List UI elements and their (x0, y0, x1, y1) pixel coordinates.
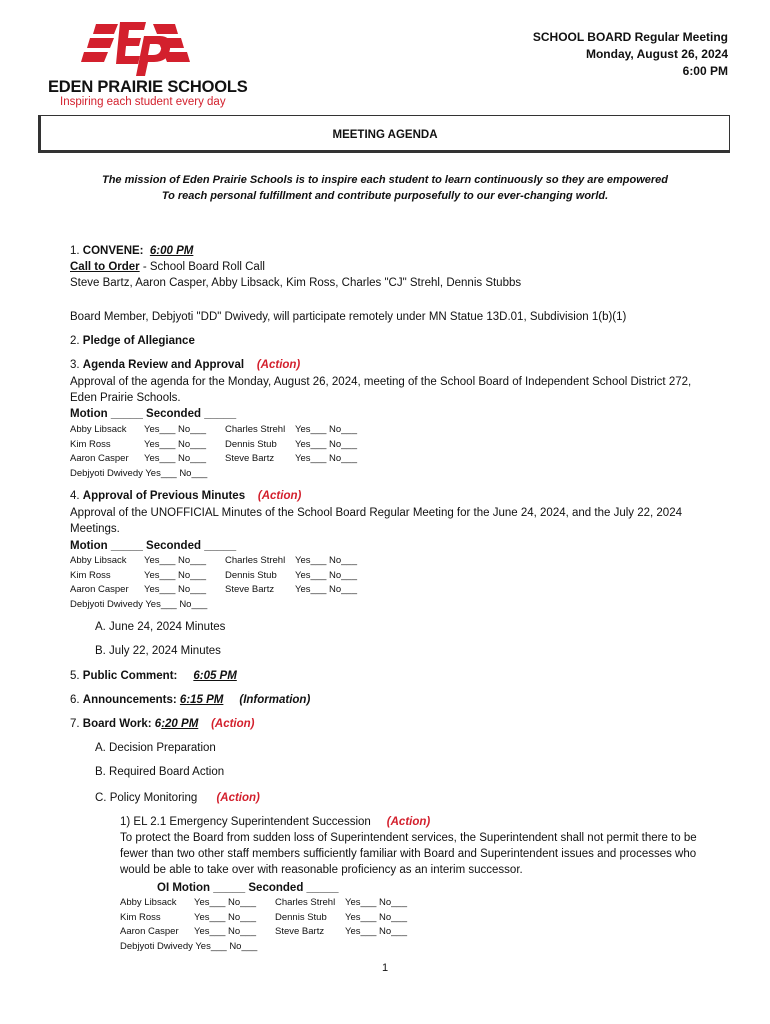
item-3-vote-table (70, 423, 357, 481)
item-6-label: Announcements: (82, 694, 177, 706)
school-name: EDEN PRAIRIE SCHOOLS (48, 78, 248, 96)
vote-row: Kim Ross Yes___ No___ Dennis Stub Yes___ No___ (120, 911, 407, 923)
item-6-number: 6. (70, 694, 83, 706)
vote-row: Abby Libsack Yes___ No___ Charles Strehl Yes___ No___ (70, 424, 357, 435)
meeting-title: SCHOOL BOARD Regular Meeting (532, 30, 728, 44)
school-tagline: Inspiring each student every day (60, 96, 226, 108)
item-3-number: 3. (70, 359, 83, 371)
item-1-number: 1. (70, 245, 83, 257)
vote-row: Aaron Casper Yes___ No___ Steve Bartz Yes___ No___ (70, 584, 357, 595)
item-6-heading (70, 692, 310, 708)
item-2-heading (70, 333, 195, 349)
call-to-order-label: Call to Order (70, 261, 140, 273)
item-7-sub-a: A. Decision Preparation (95, 742, 216, 754)
vote-row: Abby Libsack Yes___ No___ Charles Strehl Yes___ No___ (120, 897, 407, 908)
vote-row: Debjyoti Dwivedy Yes___ No___ (70, 467, 208, 479)
item-7-label: Board Work: (82, 718, 152, 730)
item-1-time: 6:00 PM (149, 245, 194, 257)
item-6-time: 6:15 PM (179, 694, 224, 706)
vote-row: Debjyoti Dwivedy Yes___ No___ (70, 598, 208, 610)
item-2-label: Pledge of Allegiance (82, 335, 195, 347)
vote-row: Kim Ross Yes___ No___ Dennis Stub Yes___ No___ (70, 569, 357, 581)
call-to-order-line (70, 259, 265, 275)
el-2-1-action: (Action) (386, 816, 431, 828)
item-7-sub-b: B. Required Board Action (95, 766, 225, 778)
vote-row: Abby Libsack Yes___ No___ Charles Strehl Yes___ No___ (70, 555, 357, 566)
item-7-heading (70, 716, 255, 732)
item-1-label: CONVENE: (82, 245, 144, 257)
item-3-text: Approval of the agenda for the Monday, August 26, 2024, meeting of the School Board of Independent School District 272, Eden Prairie Schools. (70, 376, 692, 404)
vote-row: Aaron Casper Yes___ No___ Steve Bartz Yes___ No___ (70, 453, 357, 464)
item-3-heading (70, 357, 300, 373)
vote-row: Debjyoti Dwivedy Yes___ No___ (120, 940, 258, 952)
vote-row: Kim Ross Yes___ No___ Dennis Stub Yes___ No___ (70, 438, 357, 450)
item-7-number: 7. (70, 718, 83, 730)
page-number: 1 (381, 962, 389, 974)
item-6-note: (Information) (239, 694, 311, 706)
item-3-label: Agenda Review and Approval (82, 359, 245, 371)
meeting-header (533, 29, 728, 80)
item-7-time-minutes: :20 PM (161, 718, 199, 730)
item-5-label: Public Comment: (82, 670, 178, 682)
item-7-action: (Action) (211, 718, 255, 730)
item-4-sub-b: B. July 22, 2024 Minutes (95, 645, 221, 657)
item-7-sub-c (95, 790, 260, 806)
mission-line-2: To reach personal fulfillment and contribute purposefully to our ever-changing world. (161, 190, 609, 202)
item-4-sub-a: A. June 24, 2024 Minutes (95, 621, 226, 633)
ep-wings-logo-icon (48, 18, 223, 80)
item-4-number: 4. (70, 490, 83, 502)
item-1-heading (70, 243, 193, 259)
mission-line-1: The mission of Eden Prairie Schools is to inspire each student to learn continuously so they are empowered (101, 174, 669, 186)
call-to-order-text: - School Board Roll Call (139, 261, 265, 273)
el-2-1-vote-table (120, 896, 407, 954)
item-4-motion: Motion _____ Seconded _____ (70, 540, 237, 552)
el-2-1-heading (120, 814, 430, 830)
item-7-time-hour: 6 (154, 718, 162, 730)
item-3-motion: Motion _____ Seconded _____ (70, 408, 237, 420)
item-5-time: 6:05 PM (193, 670, 237, 682)
meeting-time: 6:00 PM (682, 64, 728, 78)
agenda-title-box (38, 115, 730, 153)
vote-row: Aaron Casper Yes___ No___ Steve Bartz Yes___ No___ (120, 926, 407, 937)
item-4-text: Approval of the UNOFFICIAL Minutes of the School Board Regular Meeting for the June 24, 2024, and the July 22, 2024 Meetings. (70, 507, 682, 535)
el-2-1-text: To protect the Board from sudden loss of Superintendent services, the Superintendent shall not permit there to be fewer than two other staff members sufficiently familiar with Board and Superintendent issues and processes who would be able to take over with reasonable proficiency as an interim successor. (120, 832, 697, 876)
item-7-sub-c-label: C. Policy Monitoring (95, 792, 198, 804)
item-5-heading (70, 668, 237, 684)
item-7-sub-c-action: (Action) (216, 792, 260, 804)
item-5-number: 5. (70, 670, 83, 682)
item-3-action: (Action) (256, 359, 301, 371)
item-2-number: 2. (70, 335, 83, 347)
item-4-vote-table (70, 554, 357, 612)
el-2-1-motion: OI Motion _____ Seconded _____ (157, 882, 339, 894)
item-4-label: Approval of Previous Minutes (82, 490, 246, 502)
item-4-action: (Action) (257, 490, 302, 502)
agenda-title: MEETING AGENDA (332, 129, 438, 141)
meeting-date: Monday, August 26, 2024 (585, 47, 728, 61)
board-members-list: Steve Bartz, Aaron Casper, Abby Libsack, Kim Ross, Charles "CJ" Strehl, Dennis Stubbs (70, 277, 522, 289)
mission-statement (60, 172, 710, 204)
remote-participation-note: Board Member, Debjyoti "DD" Dwivedy, will participate remotely under MN Statue 13D.01, Subdivision 1(b)(1) (70, 311, 627, 323)
item-4-heading (70, 488, 301, 504)
el-2-1-title: 1) EL 2.1 Emergency Superintendent Succession (120, 816, 371, 828)
